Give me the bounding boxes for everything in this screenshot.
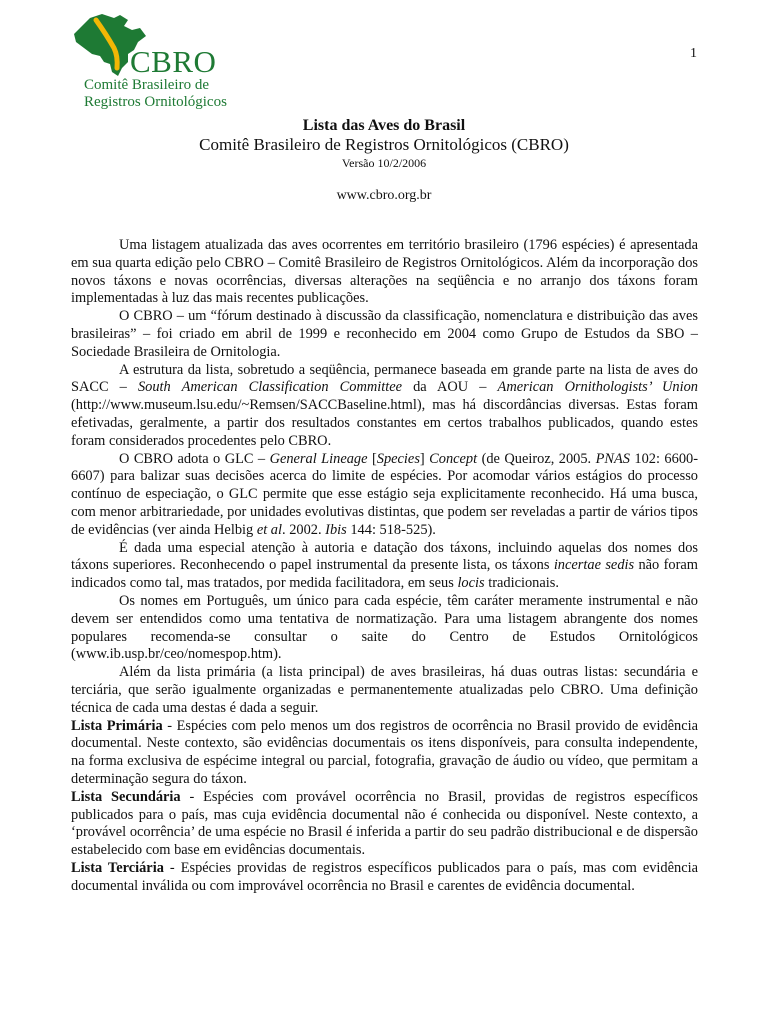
list-tertiary-definition: Lista Terciária - Espécies providas de registros específicos publicados para o país, mas com evidência documental inválida ou com improvável ocorrência no Brasil e carentes de evidência documental. <box>71 859 698 894</box>
logo-name-line-2: Registros Ornitológicos <box>84 94 227 110</box>
paragraph-portuguese-names: Os nomes em Português, um único para cada espécie, têm caráter meramente instrumental e não devem ser entendidos como uma tentativa de normatização. Para uma listagem abrangente dos nomes populares recomenda-se consultar o saite do Centro de Estudos Ornitológicos (www.ib.usp.br/ceo/nomespop.htm). <box>71 592 698 663</box>
document-title: Lista das Aves do Brasil <box>302 117 466 134</box>
website-link[interactable]: www.cbro.org.br <box>336 188 432 203</box>
list-secondary-definition: Lista Secundária - Espécies com provável ocorrência no Brasil, providas de registros específicos publicados para o país, mas cuja evidência documental não é conhecida ou disponível. Neste contexto, a ‘provável ocorrência’ de uma espécie no Brasil é inferida a partir do seu padrão distribucional e de dispersão estabelecido com base em evidências documentais. <box>71 788 698 859</box>
paragraph-intro: Uma listagem atualizada das aves ocorrentes em território brasileiro (1796 espécies) é apresentada em sua quarta edição pelo CBRO – Comitê Brasileiro de Registros Ornitológicos. Além da incorporação dos novos táxons e novas ocorrências, diversas alterações na seqüência e no arranjo dos táxons foram implementadas à luz das mais recentes publicações. <box>71 237 698 307</box>
paragraph-structure: A estrutura da lista, sobretudo a seqüência, permanece baseada em grande parte na lista de aves do SACC – South American Classification Committee da AOU – American Ornithologists’ Union (http://www.museum.lsu.edu/~Remsen/SACCBaseline.html), mas há discordâncias diversas. Estas foram efetivadas, geralmente, a partir dos resultados constantes em certos trabalhos publicados, quando estes foram considerados procedentes pelo CBRO. <box>71 361 698 449</box>
paragraph-lists-intro: Além da lista primária (a lista principal) de aves brasileiras, há duas outras listas: secundária e terciária, que serão igualmente organizadas e permanentemente atualizadas pelo CBRO. Uma definição técnica de cada uma destas é dada a seguir. <box>71 664 698 716</box>
cbro-logo <box>70 12 230 112</box>
list-primary-label: Lista Primária <box>71 717 163 734</box>
paragraph-cbro-forum: O CBRO – um “fórum destinado à discussão da classificação, nomenclatura e distribuição das aves brasileiras” – foi criado em abril de 1999 e reconhecido em 2004 como Grupo de Estudos da SBO – Sociedade Brasileira de Ornitologia. <box>71 308 698 360</box>
logo-abbreviation: CBRO <box>130 44 217 79</box>
document-subtitle: Comitê Brasileiro de Registros Ornitológicos (CBRO) <box>199 135 569 154</box>
paragraph-authorship: É dada uma especial atenção à autoria e datação dos táxons, incluindo aquelas dos nomes dos táxons superiores. Reconhecendo o papel instrumental da presente lista, os táxons incertae sedis não foram indicados como tal, mas tratados, por medida facilitadora, em seus locis tradicionais. <box>71 539 698 592</box>
list-secondary-label: Lista Secundária <box>71 788 181 805</box>
paragraph-glc: O CBRO adota o GLC – General Lineage [Species] Concept (de Queiroz, 2005. PNAS 102: 6600-6607) para balizar suas decisões acerca do limite de espécies. Por acomodar vários estágios do processo contínuo de especiação, o GLC permite que esse estágio seja explicitamente reconhecido. Há uma busca, com menor arbitrariedade, por unidades evolutivas distintas, que podem ser reveladas a partir de vários tipos de evidências (ver ainda Helbig et al. 2002. Ibis 144: 518-525). <box>71 450 699 538</box>
logo-name-line-1: Comitê Brasileiro de <box>84 77 209 93</box>
document-body <box>71 237 698 895</box>
page-number: 1 <box>690 46 697 61</box>
document-version: Versão 10/2/2006 <box>341 156 427 170</box>
list-primary-definition: Lista Primária - Espécies com pelo menos um dos registros de ocorrência no Brasil provido de evidência documental. Neste contexto, são evidências documentais os itens disponíveis, para consulta independente, na forma exclusiva de espécime integral ou parcial, fotografia, gravação de áudio ou vídeo, que permitam a determinação segura do táxon. <box>71 717 698 787</box>
list-tertiary-label: Lista Terciária <box>71 859 164 876</box>
